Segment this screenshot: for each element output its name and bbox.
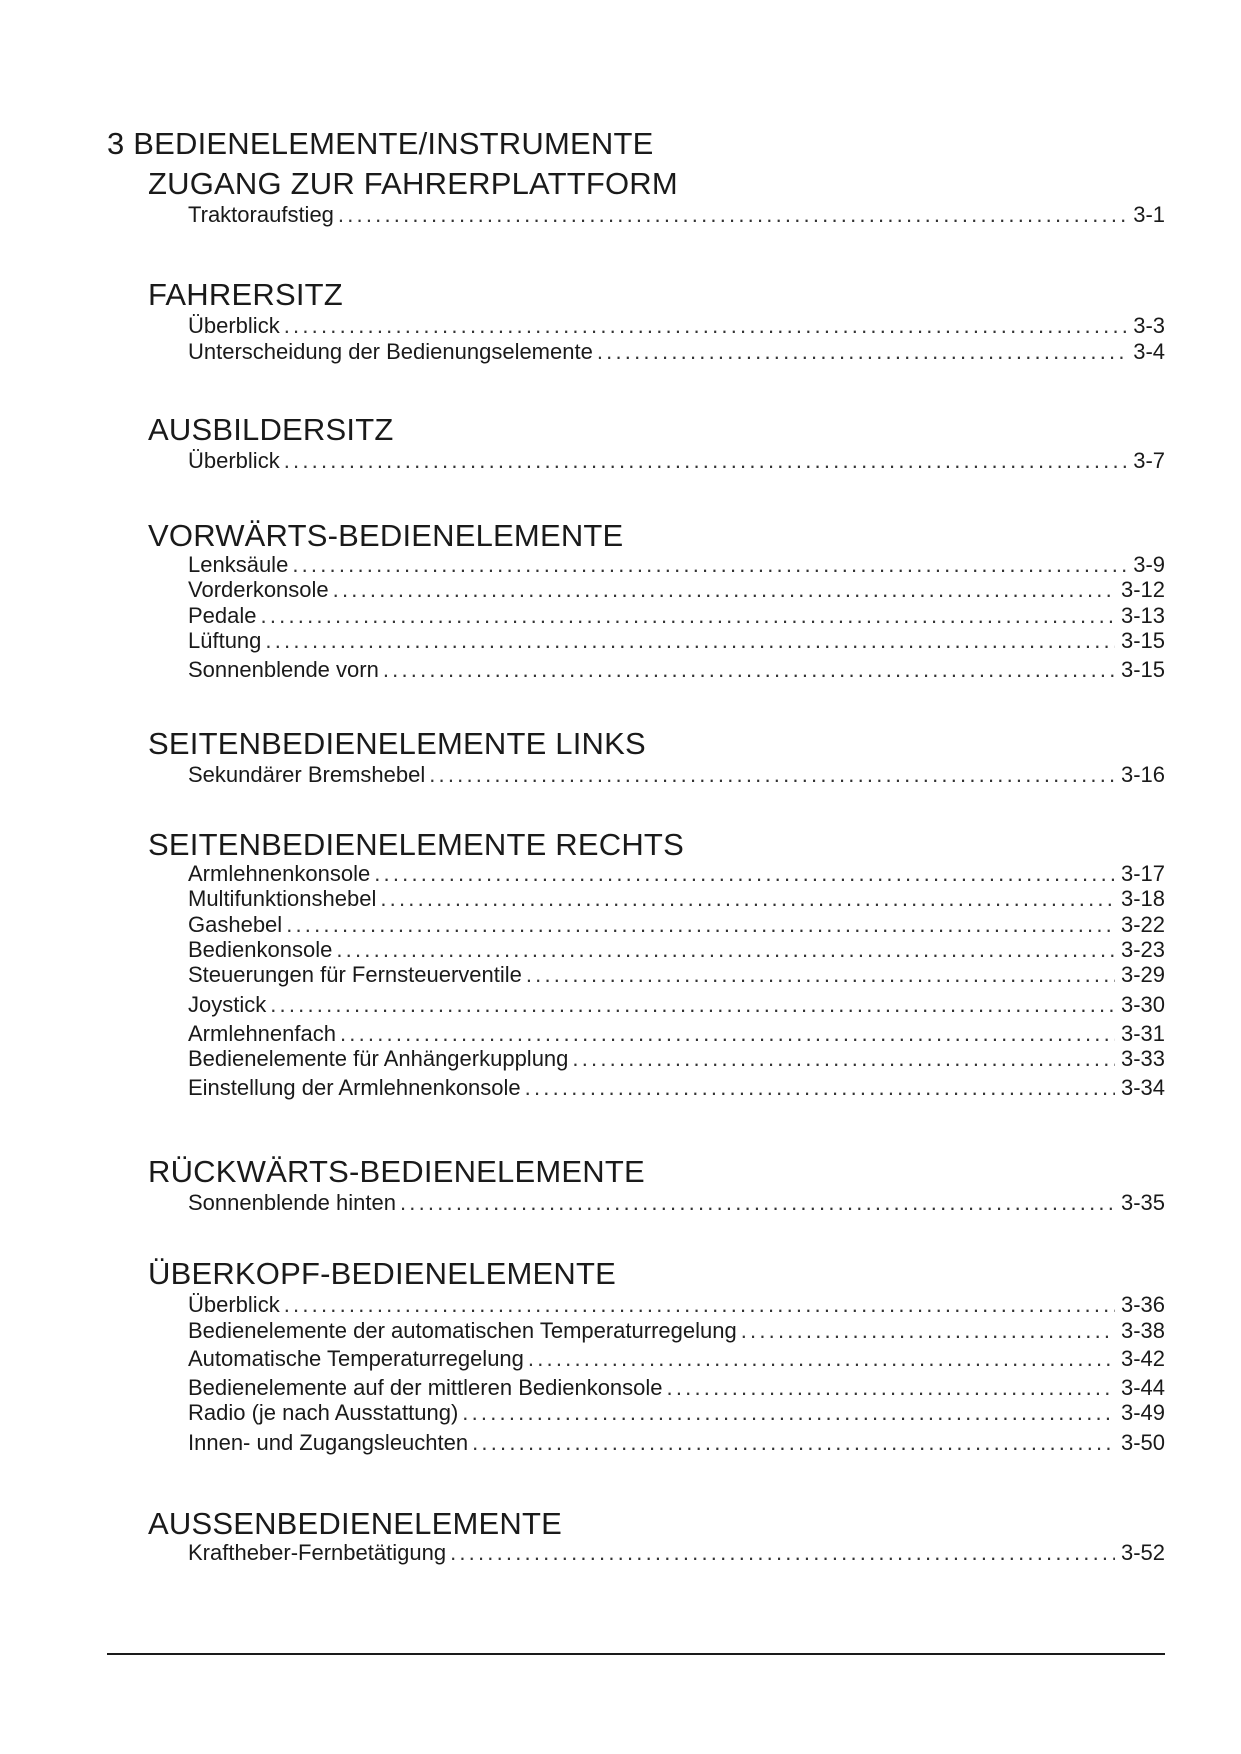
toc-section-vorwaerts [148, 518, 1165, 688]
toc-entry[interactable] [188, 202, 1165, 228]
toc-entry[interactable] [188, 1346, 1165, 1372]
toc-entry[interactable] [188, 937, 1165, 963]
dot-leader [340, 1021, 1115, 1047]
page-number: 3-23 [1120, 937, 1165, 962]
section-title: AUSSENBEDIENELEMENTE [148, 1506, 562, 1541]
page-number: 3-42 [1120, 1346, 1165, 1371]
section-title: AUSBILDERSITZ [148, 412, 394, 447]
page-number: 3-4 [1133, 339, 1165, 364]
footer-divider [107, 1653, 1165, 1655]
toc-entry[interactable] [188, 886, 1165, 912]
chapter-title: 3 BEDIENELEMENTE/INSTRUMENTE [107, 126, 654, 161]
section-title: VORWÄRTS-BEDIENELEMENTE [148, 518, 624, 553]
dot-leader [338, 202, 1127, 228]
dot-leader [374, 861, 1115, 887]
toc-entry[interactable] [188, 628, 1165, 654]
page-number: 3-44 [1120, 1375, 1165, 1400]
page-number: 3-35 [1120, 1190, 1165, 1215]
toc-section-links [148, 726, 1165, 796]
dot-leader [525, 1075, 1115, 1101]
dot-leader [472, 1430, 1115, 1456]
toc-entry[interactable] [188, 962, 1165, 988]
entry-label: Unterscheidung der Bedienungselemente [188, 339, 593, 364]
toc-entry[interactable] [188, 1430, 1165, 1456]
page-number: 3-31 [1120, 1021, 1165, 1046]
section-title: ZUGANG ZUR FAHRERPLATTFORM [148, 166, 678, 201]
dot-leader [741, 1318, 1115, 1344]
page-number: 3-52 [1120, 1540, 1165, 1565]
page-number: 3-34 [1120, 1075, 1165, 1100]
toc-entry[interactable] [188, 1540, 1165, 1566]
toc-entry[interactable] [188, 992, 1165, 1018]
toc-section-rechts [148, 827, 1165, 1117]
dot-leader [429, 762, 1115, 788]
entry-label: Sonnenblende hinten [188, 1190, 396, 1215]
toc-entry[interactable] [188, 552, 1165, 578]
toc-entry[interactable] [188, 1400, 1165, 1426]
page-number: 3-17 [1120, 861, 1165, 886]
page-number: 3-49 [1120, 1400, 1165, 1425]
toc-entry[interactable] [188, 1292, 1165, 1318]
entry-label: Innen- und Zugangsleuchten [188, 1430, 469, 1455]
dot-leader [400, 1190, 1115, 1216]
section-title: ÜBERKOPF-BEDIENELEMENTE [148, 1256, 616, 1291]
toc-entry[interactable] [188, 912, 1165, 938]
dot-leader [528, 1346, 1115, 1372]
entry-label: Bedienelemente für Anhängerkupplung [188, 1046, 569, 1071]
dot-leader [265, 628, 1115, 654]
dot-leader [284, 448, 1128, 474]
toc-entry[interactable] [188, 861, 1165, 887]
toc-section-ausbildersitz [148, 412, 1165, 482]
section-title: SEITENBEDIENELEMENTE RECHTS [148, 827, 684, 862]
dot-leader [336, 937, 1115, 963]
dot-leader [286, 912, 1115, 938]
page-number: 3-15 [1120, 628, 1165, 653]
page-number: 3-22 [1120, 912, 1165, 937]
entry-label: Lenksäule [188, 552, 289, 577]
toc-entry[interactable] [188, 603, 1165, 629]
page-number: 3-50 [1120, 1430, 1165, 1455]
dot-leader [450, 1540, 1115, 1566]
entry-label: Traktoraufstieg [188, 202, 334, 227]
page-number: 3-1 [1133, 202, 1165, 227]
entry-label: Steuerungen für Fernsteuerventile [188, 962, 522, 987]
toc-entry[interactable] [188, 657, 1165, 683]
entry-label: Bedienelemente auf der mittleren Bedienkonsole [188, 1375, 663, 1400]
toc-entry[interactable] [188, 448, 1165, 474]
entry-label: Automatische Temperaturregelung [188, 1346, 524, 1371]
toc-entry[interactable] [188, 577, 1165, 603]
page-number: 3-18 [1120, 886, 1165, 911]
dot-leader [597, 339, 1127, 365]
entry-label: Sonnenblende vorn [188, 657, 379, 682]
entry-label: Bedienelemente der automatischen Temperaturregelung [188, 1318, 737, 1343]
dot-leader [380, 886, 1115, 912]
dot-leader [383, 657, 1115, 683]
entry-label: Überblick [188, 313, 280, 338]
dot-leader [261, 603, 1115, 629]
dot-leader [462, 1400, 1115, 1426]
toc-section-fahrerplattform [148, 166, 1165, 236]
toc-entry[interactable] [188, 313, 1165, 339]
page-number: 3-3 [1133, 313, 1165, 338]
toc-entry[interactable] [188, 1046, 1165, 1072]
toc-section-aussen [148, 1506, 1165, 1576]
entry-label: Sekundärer Bremshebel [188, 762, 426, 787]
section-title: FAHRERSITZ [148, 277, 343, 312]
dot-leader [572, 1046, 1115, 1072]
dot-leader [284, 1292, 1115, 1318]
toc-entry[interactable] [188, 1021, 1165, 1047]
toc-entry[interactable] [188, 1190, 1165, 1216]
dot-leader [292, 552, 1127, 578]
entry-label: Armlehnenfach [188, 1021, 336, 1046]
page-number: 3-38 [1120, 1318, 1165, 1343]
page-number: 3-30 [1120, 992, 1165, 1017]
entry-label: Einstellung der Armlehnenkonsole [188, 1075, 521, 1100]
page-number: 3-15 [1120, 657, 1165, 682]
toc-section-fahrersitz [148, 277, 1165, 372]
page-number: 3-12 [1120, 577, 1165, 602]
page-number: 3-7 [1133, 448, 1165, 473]
entry-label: Pedale [188, 603, 257, 628]
dot-leader [284, 313, 1128, 339]
toc-entry[interactable] [188, 339, 1165, 365]
entry-label: Multifunktionshebel [188, 886, 377, 911]
section-title: RÜCKWÄRTS-BEDIENELEMENTE [148, 1154, 645, 1189]
dot-leader [526, 962, 1115, 988]
page-number: 3-16 [1120, 762, 1165, 787]
page-number: 3-36 [1120, 1292, 1165, 1317]
entry-label: Joystick [188, 992, 267, 1017]
entry-label: Radio (je nach Ausstattung) [188, 1400, 459, 1425]
entry-label: Überblick [188, 448, 280, 473]
toc-section-rueckwaerts [148, 1154, 1165, 1224]
entry-label: Kraftheber-Fernbetätigung [188, 1540, 447, 1565]
toc-entry[interactable] [188, 762, 1165, 788]
entry-label: Gashebel [188, 912, 283, 937]
entry-label: Armlehnenkonsole [188, 861, 371, 886]
page-number: 3-13 [1120, 603, 1165, 628]
entry-label: Überblick [188, 1292, 280, 1317]
dot-leader [333, 577, 1115, 603]
dot-leader [667, 1375, 1115, 1401]
dot-leader [270, 992, 1115, 1018]
page-number: 3-9 [1133, 552, 1165, 577]
toc-entry[interactable] [188, 1075, 1165, 1101]
section-title: SEITENBEDIENELEMENTE LINKS [148, 726, 646, 761]
toc-entry[interactable] [188, 1375, 1165, 1401]
toc-section-ueberkopf [148, 1256, 1165, 1466]
toc-entry[interactable] [188, 1318, 1165, 1344]
entry-label: Vorderkonsole [188, 577, 329, 602]
entry-label: Lüftung [188, 628, 262, 653]
page-number: 3-33 [1120, 1046, 1165, 1071]
page-number: 3-29 [1120, 962, 1165, 987]
entry-label: Bedienkonsole [188, 937, 333, 962]
